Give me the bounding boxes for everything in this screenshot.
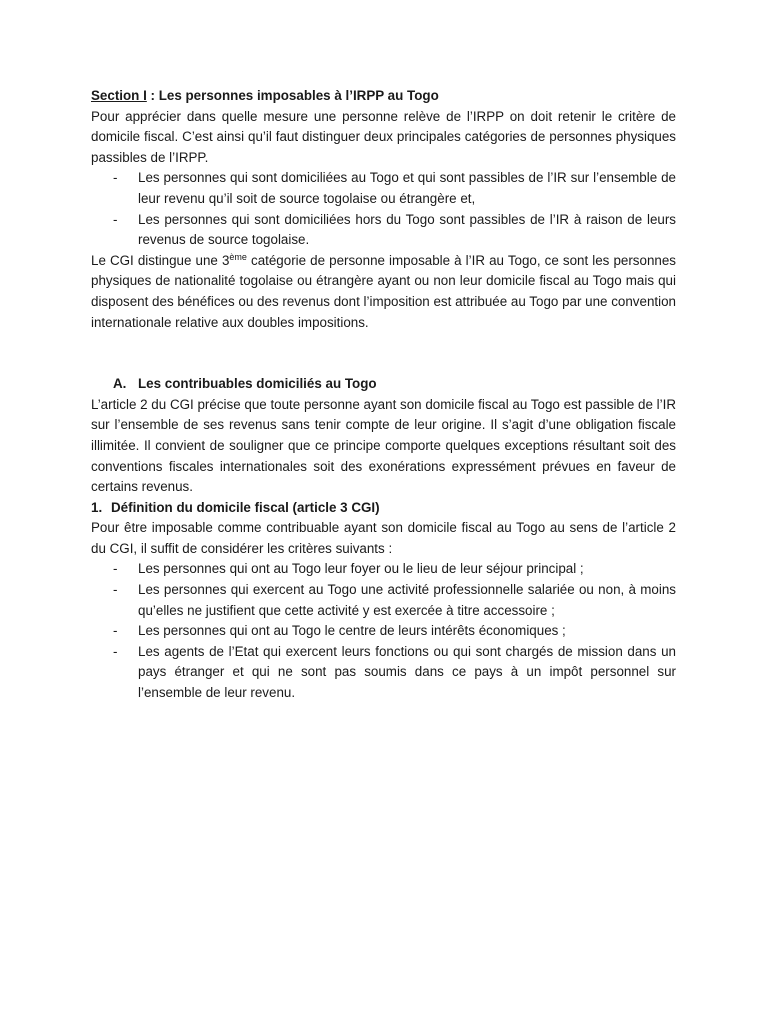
criteria-list <box>91 559 676 703</box>
cgi-category-paragraph: Le CGI distingue une 3ème catégorie de personne imposable à l’IR au Togo, ce sont les personnes physiques de nationalité togolaise ou étrangère ayant ou non leur domicile fiscal au Togo mais qui disposent des bénéfices ou des revenus dont l’imposition est attribuée au Togo par une convention internationale relative aux doubles impositions. <box>91 251 676 330</box>
dash-bullet: - <box>113 561 118 577</box>
subsection-a-heading <box>91 374 676 395</box>
dash-bullet: - <box>113 582 118 598</box>
list-item: - Les personnes qui exercent au Togo une activité professionnelle salariée ou non, à moins qu’elles ne justifient que cette activité y est exercée à titre accessoire ; <box>113 582 676 618</box>
list-item: - Les personnes qui ont au Togo leur foyer ou le lieu de leur séjour principal ; <box>91 559 676 580</box>
list-item: - Les personnes qui ont au Togo le centre de leurs intérêts économiques ; <box>91 621 676 642</box>
list-item: - Les personnes qui sont domiciliées au Togo et qui sont passibles de l’IR sur l’ensemble de leur revenu qu’il soit de source togolaise ou étrangère et, <box>113 170 676 206</box>
dash-bullet: - <box>113 643 118 659</box>
spacer <box>91 333 676 374</box>
list-item: - Les agents de l’Etat qui exercent leurs fonctions ou qui sont chargés de mission dans un pays étranger et qui ne sont pas soumis dans ce pays à un impôt personnel sur l’ensemble de leur revenu. <box>113 643 676 701</box>
section-list <box>91 168 676 250</box>
document-body <box>91 86 676 704</box>
subsection-a-text: L’article 2 du CGI précise que toute personne ayant son domicile fiscal au Togo est passible de l’IR sur l’ensemble de ses revenus sans tenir compte de leur origine. Il s’agit d’une obligation fiscale illimitée. Il convient de souligner que ce principe comporte quelques exceptions résultant soit des conventions fiscales internationales soit des exonérations expressément prévues en faveur de certains revenus. <box>91 396 676 495</box>
subsection-1-marker: 1. <box>91 499 103 515</box>
section-intro: Pour apprécier dans quelle mesure une personne relève de l’IRPP on doit retenir le critère de domicile fiscal. C’est ainsi qu’il faut distinguer deux principales catégories de personnes physiques passibles de l’IRPP. <box>91 108 676 165</box>
dash-bullet: - <box>113 211 118 227</box>
list-item: - Les personnes qui sont domiciliées hors du Togo sont passibles de l’IR à raison de leurs revenus de source togolaise. <box>113 211 676 248</box>
subsection-1-heading <box>91 498 676 519</box>
subsection-a-marker: A. <box>113 376 127 392</box>
subsection-a-title: Les contribuables domiciliés au Togo <box>138 376 377 392</box>
dash-bullet: - <box>113 170 118 186</box>
subsection-1-text: Pour être imposable comme contribuable ayant son domicile fiscal au Togo au sens de l’article 2 du CGI, il suffit de considérer les critères suivants : <box>91 520 676 556</box>
section-label: Section I <box>91 88 147 103</box>
dash-bullet: - <box>113 623 118 639</box>
section-title: : Les personnes imposables à l’IRPP au Togo <box>146 88 439 103</box>
subsection-1-title: Définition du domicile fiscal (article 3 CGI) <box>111 499 380 515</box>
superscript: ème <box>229 251 247 262</box>
section-heading <box>91 86 676 107</box>
